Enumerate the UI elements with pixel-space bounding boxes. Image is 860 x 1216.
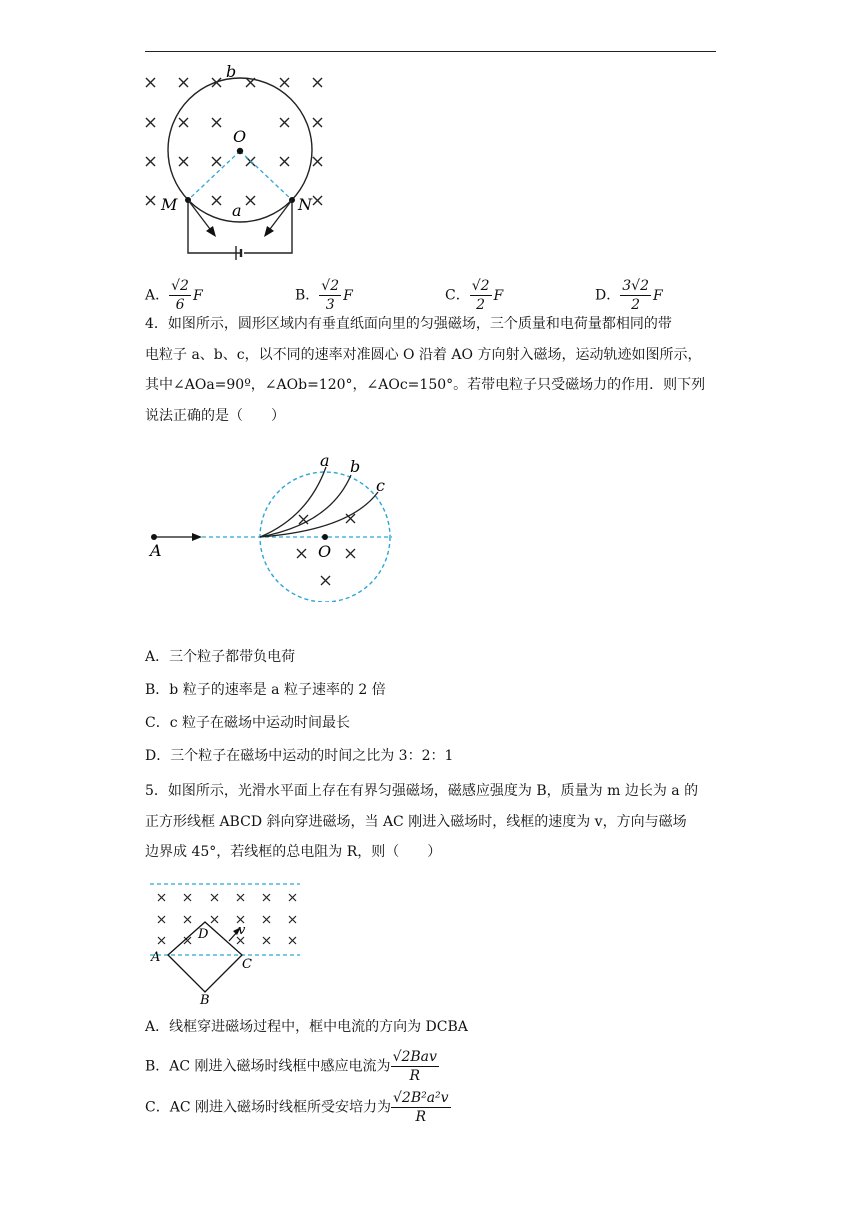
q5-label-B: B [200, 993, 210, 1008]
q5-label-v: v [238, 923, 246, 938]
q4-label-A: A [150, 541, 162, 560]
q4-option-b[interactable]: B．b 粒子的速率是 a 粒子速率的 2 倍 [145, 682, 386, 698]
q5-option-a[interactable]: A．线框穿进磁场过程中，框中电流的方向为 DCBA [145, 1019, 468, 1035]
q5-stem [145, 776, 720, 868]
q3-choice-b[interactable]: B． $\frac{√2}{3}$ F [295, 278, 353, 313]
q5-option-c-text: C．AC 刚进入磁场时线框所受安培力为 [145, 1099, 391, 1116]
q3-label-M: M [161, 195, 178, 214]
q3-label-b: b [226, 62, 237, 81]
q5-label-D: D [198, 927, 209, 942]
q4-label-O: O [318, 542, 332, 561]
q3-label-O: O [233, 127, 247, 146]
q3-choice-d[interactable]: D． $\frac{3√2}{2}$ F [595, 278, 663, 313]
q5-option-c[interactable] [145, 1089, 451, 1126]
q4-label-b: b [350, 457, 361, 476]
q5-option-b-fraction: $\frac{\text{√2Bav}}{R}$ [392, 1049, 437, 1084]
q5-option-b-text: B．AC 刚进入磁场时线框中感应电流为 [145, 1058, 391, 1075]
q5-option-b[interactable] [145, 1048, 439, 1085]
q5-line-1: 5．如图所示，光滑水平面上存在有界匀强磁场，磁感应强度为 B，质量为 m 边长为 a 的 [145, 783, 699, 799]
q5-label-A: A [151, 950, 161, 965]
q4-line-4: 说法正确的是（ ） [145, 407, 285, 424]
q4-stem [145, 309, 720, 431]
q4-magnetic-field-figure [140, 452, 410, 602]
q4-option-d[interactable]: D．三个粒子在磁场中运动的时间之比为 3：2：1 [145, 748, 454, 764]
header-rule [145, 51, 716, 52]
q4-label-a: a [320, 452, 330, 470]
q4-option-c[interactable]: C．c 粒子在磁场中运动时间最长 [145, 715, 351, 731]
q3-choice-c[interactable]: C． $\frac{√2}{2}$ F [445, 278, 504, 313]
q3-label-N: N [298, 195, 312, 214]
q4-option-a[interactable]: A．三个粒子都带负电荷 [145, 649, 296, 665]
q5-line-2: 正方形线框 ABCD 斜向穿进磁场，当 AC 刚进入磁场时，线框的速度为 v，方向与磁场 [145, 813, 687, 830]
q4-label-c: c [376, 476, 385, 495]
q4-line-2: 电粒子 a、b、c，以不同的速率对准圆心 O 沿着 AO 方向射入磁场，运动轨迹如图所示， [145, 346, 702, 363]
q3-label-a: a [232, 201, 242, 220]
q4-line-3: 其中∠AOa=90º，∠AOb=120°，∠AOc=150°。若带电粒子只受磁场力的作用．则下列 [145, 377, 706, 393]
q5-option-c-fraction: $\frac{\text{√2B²a²v}}{R}$ [392, 1090, 449, 1125]
q5-line-3: 边界成 45°，若线框的总电阻为 R，则（ ） [145, 844, 442, 860]
q3-circuit-figure [140, 60, 340, 275]
q5-square-loop-figure [145, 876, 305, 1008]
q3-choice-a[interactable]: A． $\frac{√2}{6}$ F [145, 278, 203, 313]
q5-label-C: C [242, 957, 252, 972]
q4-line-1: 4．如图所示，圆形区域内有垂直纸面向里的匀强磁场，三个质量和电荷量都相同的带 [145, 316, 672, 332]
